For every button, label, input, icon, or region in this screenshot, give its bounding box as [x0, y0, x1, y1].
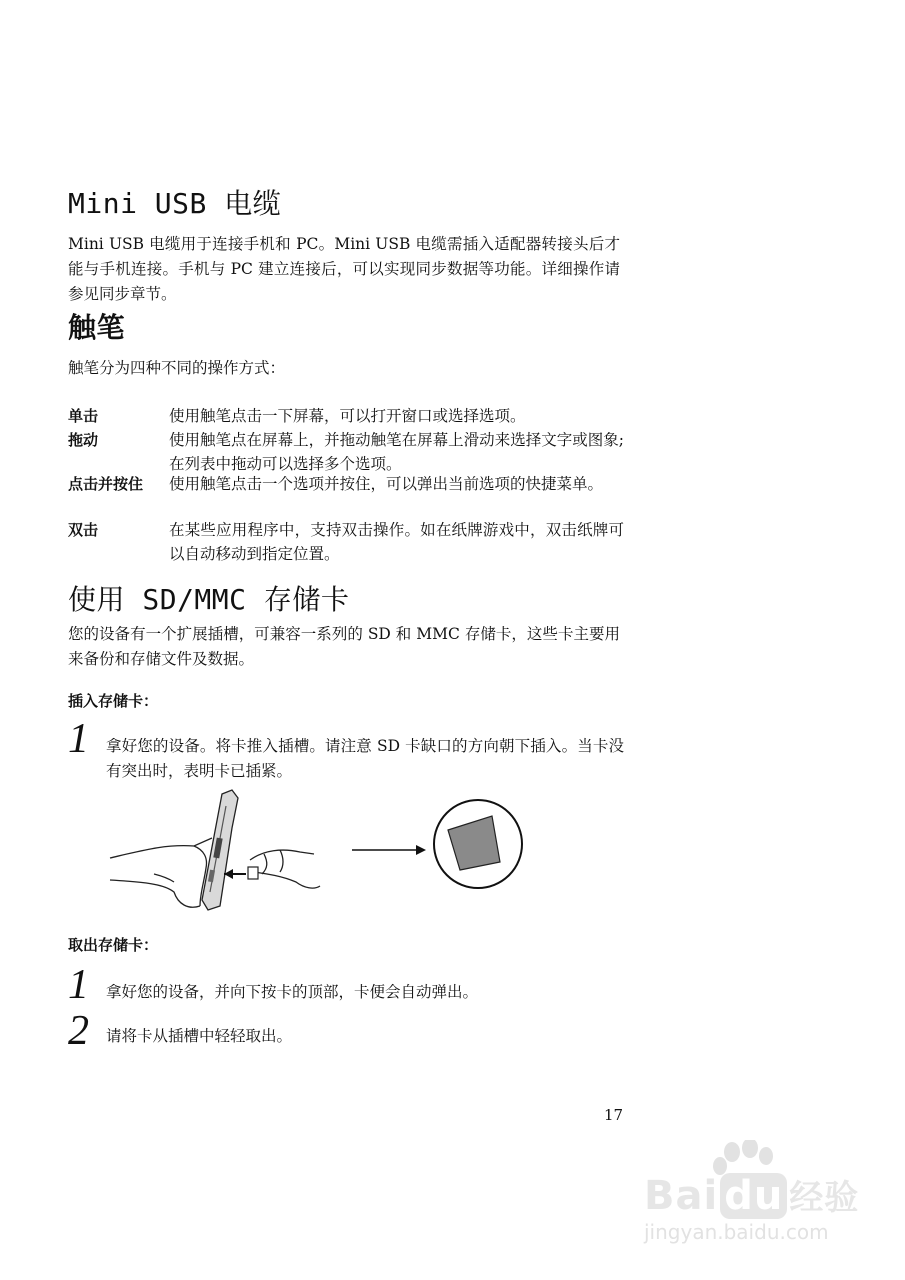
- stylus-term: 双击: [68, 521, 99, 539]
- watermark-url: jingyan.baidu.com: [644, 1220, 829, 1244]
- insert-arrow-icon: [224, 867, 258, 879]
- usb-section-title: Mini USB 电缆: [68, 187, 282, 220]
- watermark-brand: Bai: [644, 1173, 719, 1219]
- insert-step-text: 拿好您的设备。将卡推入插槽。请注意 SD 卡缺口的方向朝下插入。当卡没有突出时，表明卡已插紧。: [106, 737, 624, 780]
- page-number: 17: [604, 1106, 624, 1124]
- remove-step-text: 请将卡从插槽中轻轻取出。: [106, 1027, 293, 1045]
- hand-left-illustration: [110, 838, 212, 907]
- stylus-desc: 使用触笔点击一个选项并按住，可以弹出当前选项的快捷菜单。: [169, 475, 604, 493]
- hand-right-illustration: [250, 850, 320, 888]
- stylus-intro: 触笔分为四种不同的操作方式：: [68, 359, 286, 377]
- remove-step-number: 1: [68, 962, 89, 1008]
- remove-card-heading: 取出存储卡：: [68, 936, 159, 954]
- remove-step-number: 2: [68, 1008, 89, 1054]
- card-section-title: 使用 SD/MMC 存储卡: [68, 583, 350, 616]
- baidu-jingyan-watermark: [640, 1140, 880, 1260]
- stylus-term: 点击并按住: [68, 475, 144, 493]
- device-side-illustration: [202, 790, 238, 910]
- stylus-term: 单击: [68, 407, 99, 425]
- insert-card-heading: 插入存储卡：: [68, 692, 159, 710]
- insert-step-number: 1: [68, 716, 89, 762]
- stylus-desc: 使用触笔点击一下屏幕，可以打开窗口或选择选项。: [169, 407, 526, 425]
- remove-step-text: 拿好您的设备，并向下按卡的顶部，卡便会自动弹出。: [106, 983, 479, 1001]
- stylus-desc: 在某些应用程序中，支持双击操作。如在纸牌游戏中，双击纸牌可以自动移动到指定位置。: [169, 521, 624, 563]
- direction-arrow-icon: [352, 845, 426, 855]
- card-insert-illustration: [104, 788, 534, 920]
- card-section-body: 您的设备有一个扩展插槽，可兼容一系列的 SD 和 MMC 存储卡，这些卡主要用来备份和存储文件及数据。: [68, 625, 620, 668]
- watermark-cn: 经验: [789, 1178, 860, 1218]
- stylus-term: 拖动: [68, 431, 99, 449]
- watermark-brand-du: du: [720, 1173, 787, 1219]
- stylus-desc: 使用触笔点在屏幕上，并拖动触笔在屏幕上滑动来选择文字或图象; 在列表中拖动可以选择多个选项。: [169, 431, 624, 473]
- stylus-section-title: 触笔: [68, 311, 126, 344]
- card-zoom-illustration: [434, 800, 522, 888]
- usb-section-body: Mini USB 电缆用于连接手机和 PC。Mini USB 电缆需插入适配器转接头后才能与手机连接。手机与 PC 建立连接后，可以实现同步数据等功能。详细操作请参见同步章节。: [68, 235, 620, 303]
